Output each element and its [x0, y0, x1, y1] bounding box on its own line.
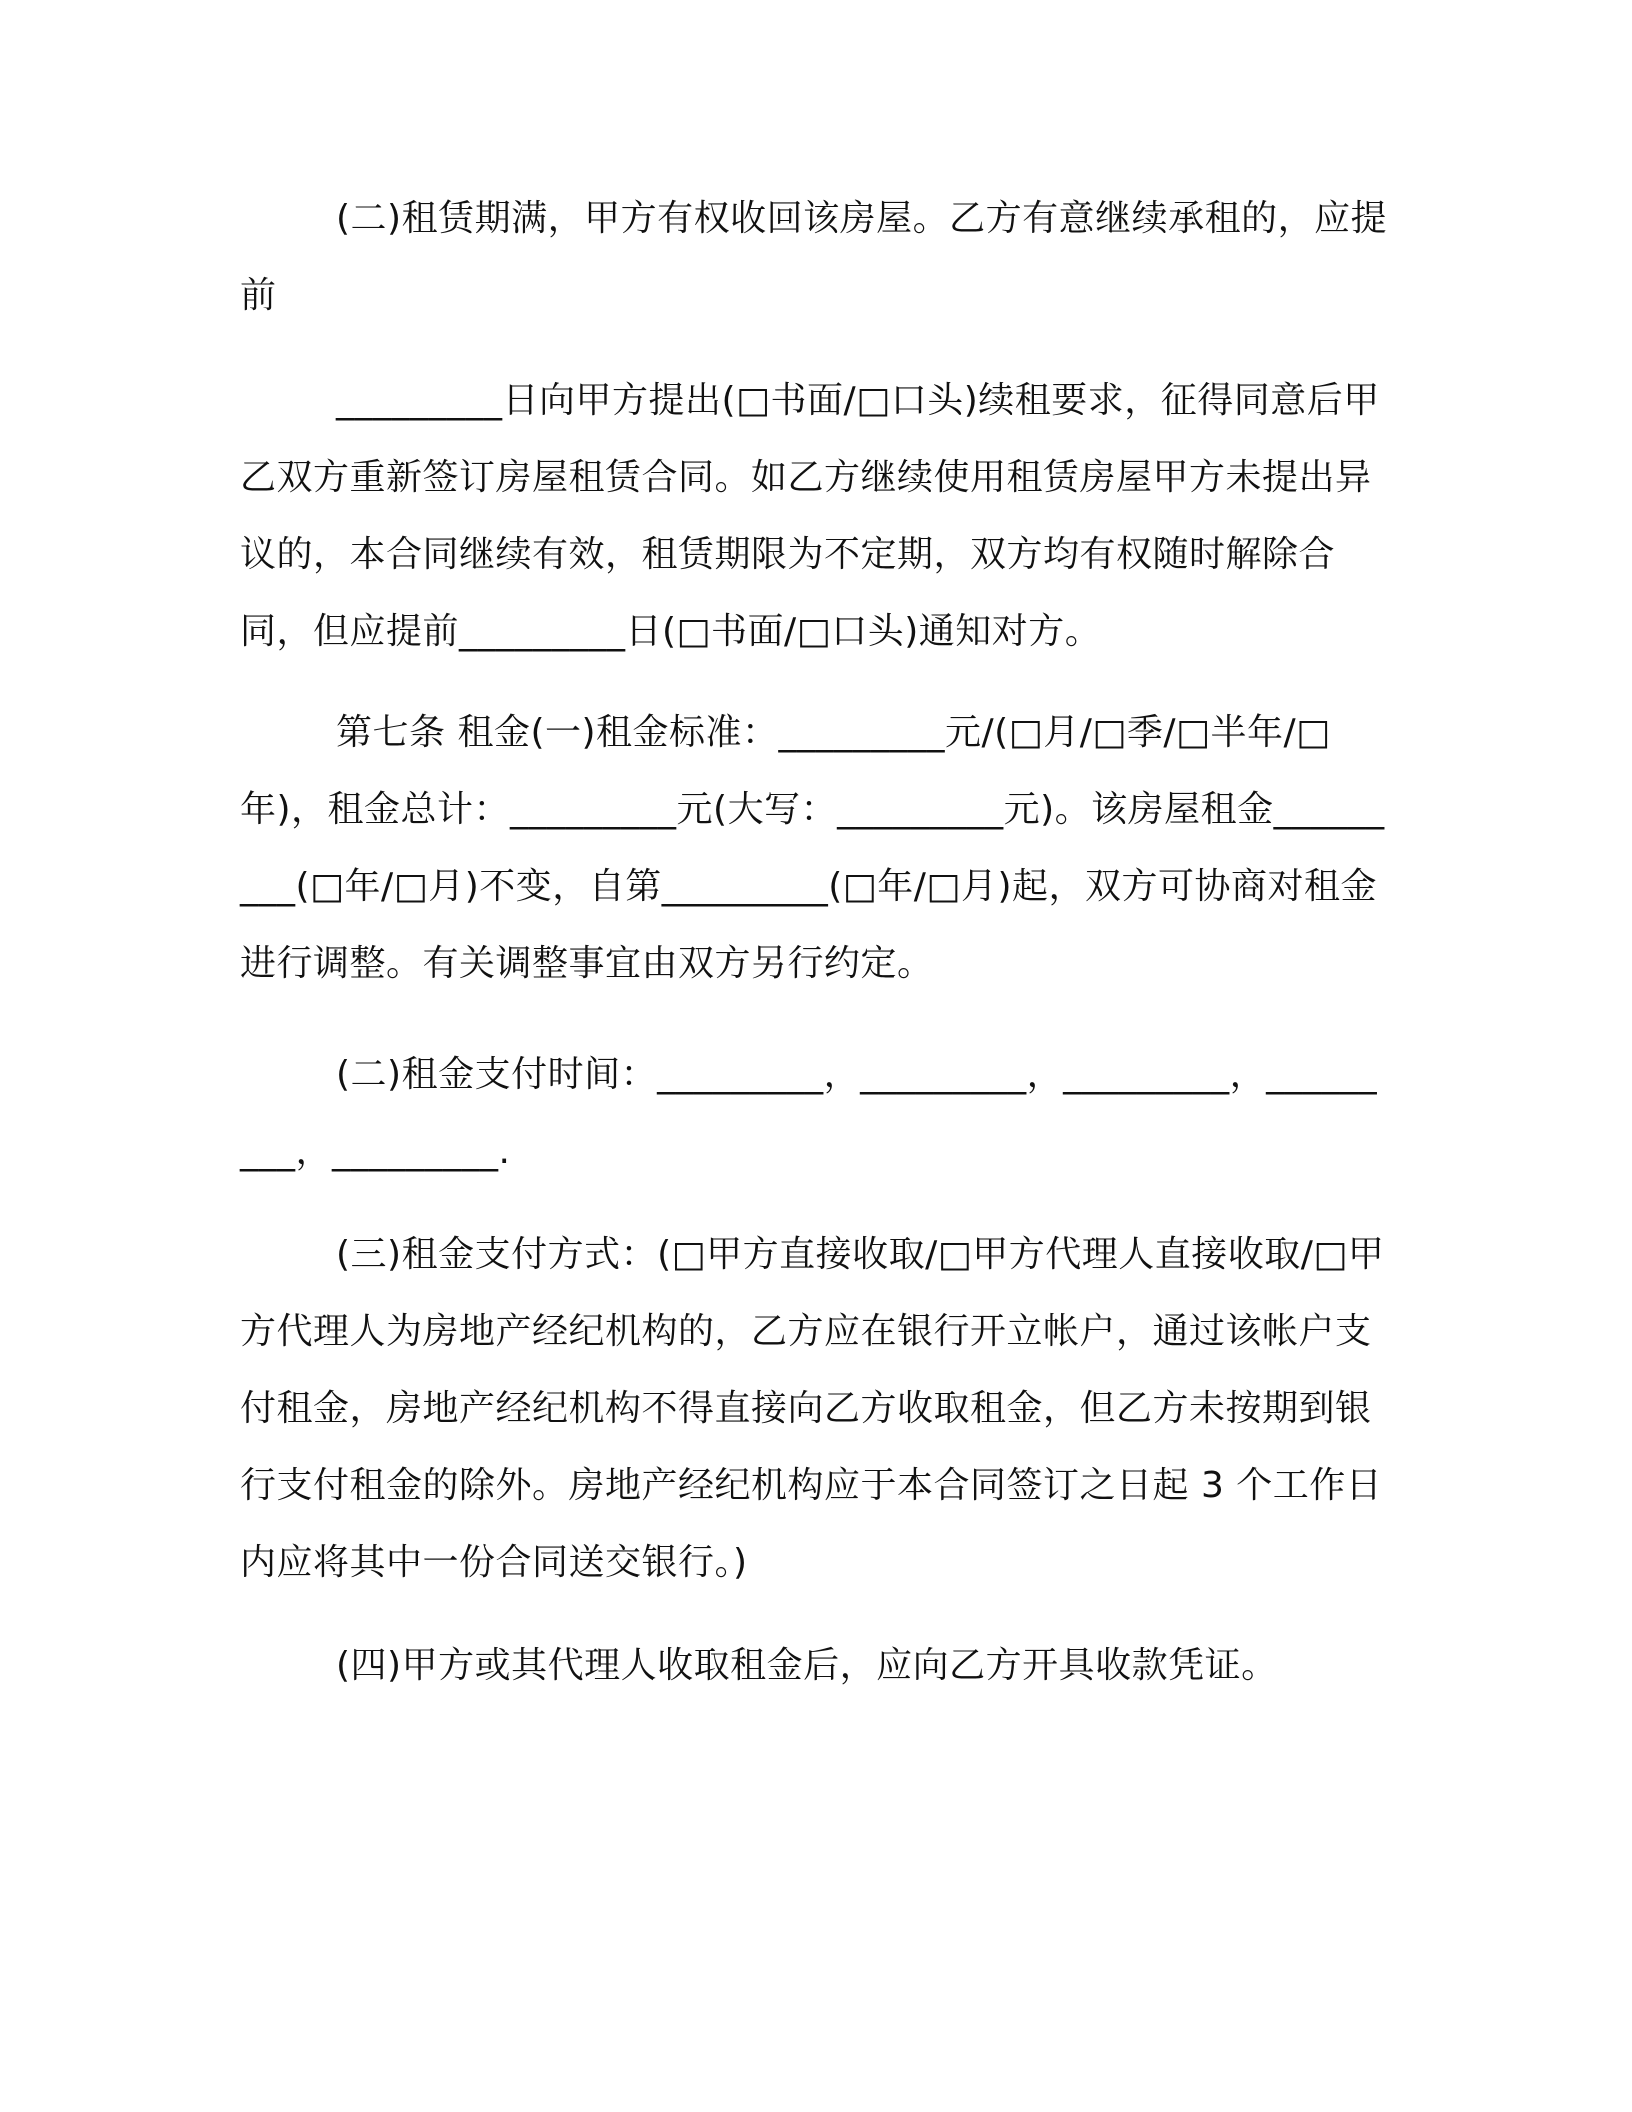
paragraph-renewal-request: _________日向甲方提出(□书面/□口头)续租要求，征得同意后甲乙双方重新签订房屋租赁合同。如乙方继续使用租赁房屋甲方未提出异议的，本合同继续有效，租赁期限为不定期，双方均有权随时解除合同，但应提前_________日(□书面/□口头)通知对方。 [240, 380, 1380, 652]
paragraph-lease-expiry: (二)租赁期满，甲方有权收回该房屋。乙方有意继续承租的，应提前 [240, 198, 1388, 316]
paragraph-article-7-rent-standard: 第七条 租金(一)租金标准：_________元/(□月/□季/□半年/□年)，租金总计：_________元(大写：_________元)。该房屋租金_________(□年/□月)不变，自第_________(□年/□月)起，双方可协商对租金进行调整。有关调整事宜由双方另行约定。 [240, 712, 1385, 984]
paragraph-rent-payment-method: (三)租金支付方式：(□甲方直接收取/□甲方代理人直接收取/□甲方代理人为房地产经纪机构的，乙方应在银行开立帐户，通过该帐户支付租金，房地产经纪机构不得直接向乙方收取租金，但乙方未按期到银行支付租金的除外。房地产经纪机构应于本合同签订之日起 3 个工作日内应将其中一份合同送交银行。) [240, 1234, 1385, 1583]
paragraph-rent-payment-time: (二)租金支付时间：_________，_________，_________，_________，_________. [240, 1054, 1378, 1172]
paragraph-receipt: (四)甲方或其代理人收取租金后，应向乙方开具收款凭证。 [336, 1645, 1278, 1686]
